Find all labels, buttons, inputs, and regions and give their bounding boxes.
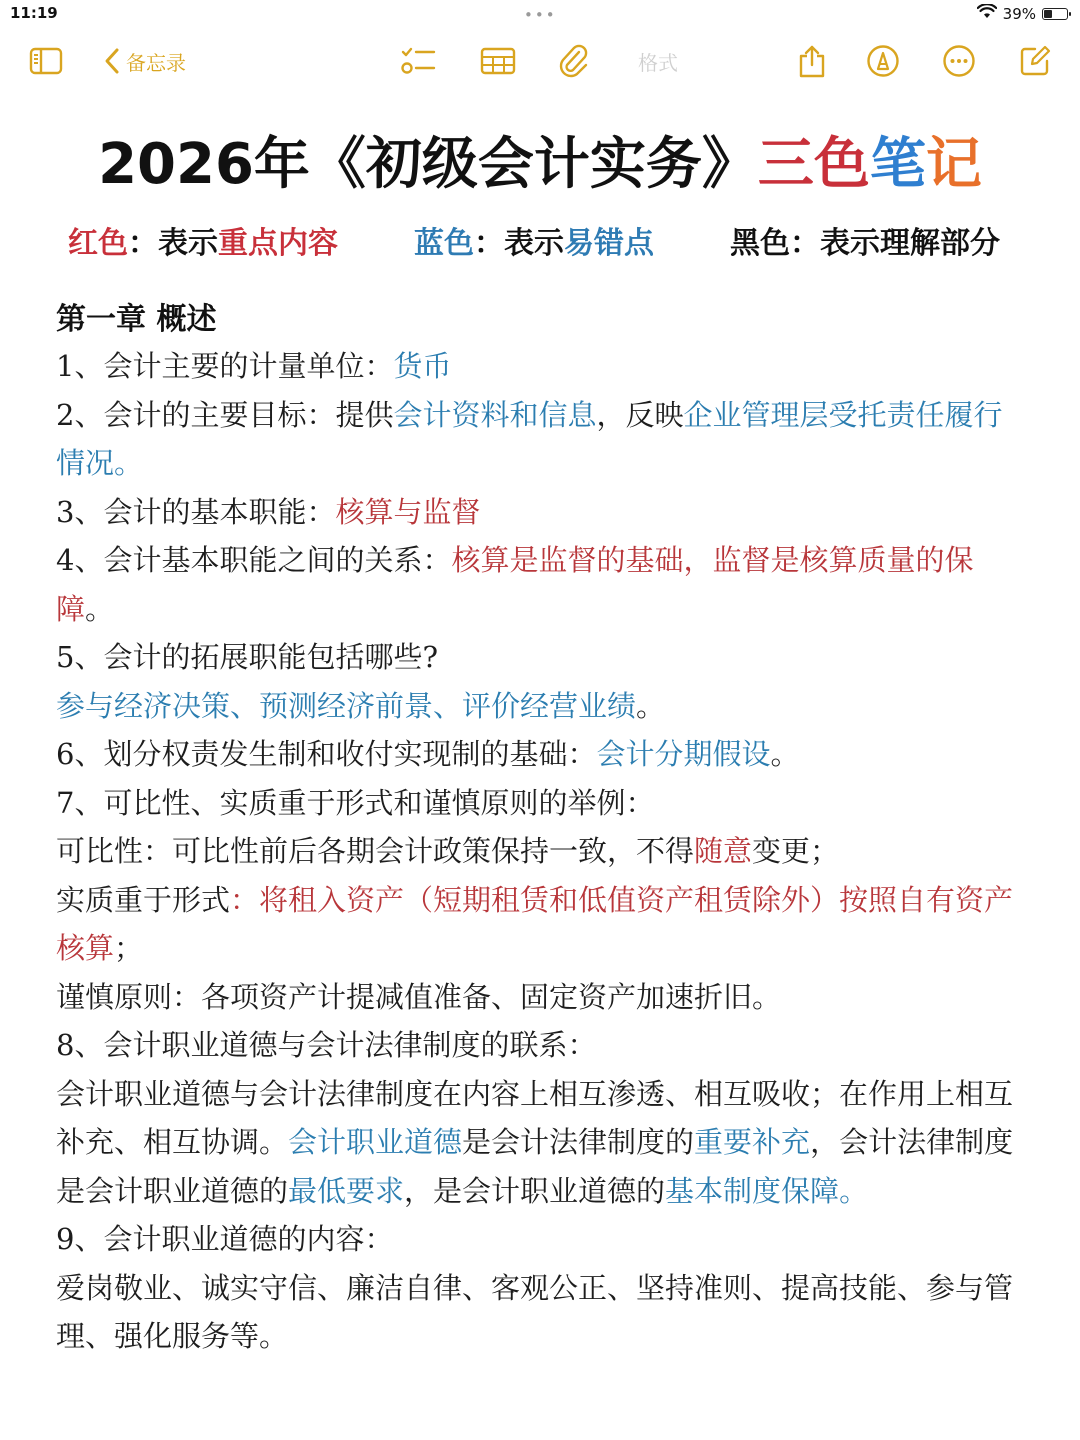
item-1 bbox=[56, 342, 1024, 391]
item-6 bbox=[56, 730, 1024, 779]
item-4-text: 4、会计基本职能之间的关系： bbox=[56, 543, 452, 577]
item-5-blue: 参与经济决策、预测经济前景、评价经营业绩 bbox=[56, 688, 637, 723]
checklist-icon bbox=[400, 45, 436, 77]
item-2 bbox=[56, 391, 1024, 488]
table-button[interactable] bbox=[478, 40, 518, 82]
item-8-text-4: ，是会计职业道德的 bbox=[404, 1173, 666, 1208]
more-icon bbox=[942, 44, 976, 78]
legend-black bbox=[730, 218, 1000, 262]
item-6-text: 6、划分权责发生制和收付实现制的基础： bbox=[56, 737, 597, 771]
share-icon bbox=[797, 44, 827, 78]
item-5-question: 5、会计的拓展职能包括哪些? bbox=[56, 640, 438, 674]
sidebar-icon bbox=[29, 47, 63, 75]
item-7-comparability-text: 可比性：可比性前后各期会计政策保持一致，不得 bbox=[56, 834, 695, 868]
status-time: 11:19 bbox=[10, 4, 58, 22]
item-7-prudence: 谨慎原则：各项资产计提减值准备、固定资产加速折旧。 bbox=[56, 979, 782, 1014]
item-7-comparability bbox=[56, 827, 1024, 876]
item-7-comparability-end: 变更； bbox=[752, 834, 840, 868]
item-3-red: 核算与监督 bbox=[335, 494, 481, 529]
item-1-blue: 货币 bbox=[393, 349, 452, 383]
share-button[interactable] bbox=[796, 40, 828, 82]
markup-button[interactable] bbox=[866, 40, 900, 82]
chevron-left-icon bbox=[104, 47, 120, 75]
item-2-blue-2: 企业管理层受托责任履行情况 bbox=[56, 397, 1003, 480]
legend-black-name: 黑色 bbox=[730, 226, 790, 261]
compose-icon bbox=[1019, 45, 1051, 77]
item-3-text: 3、会计的基本职能： bbox=[56, 494, 336, 529]
item-4-end: 。 bbox=[85, 591, 115, 626]
item-4 bbox=[56, 536, 1024, 633]
battery-icon bbox=[1042, 8, 1068, 20]
item-7-question: 7、可比性、实质重于形式和谨慎原则的举例： bbox=[56, 785, 655, 820]
title-main: 2026年《初级会计实务》 bbox=[98, 132, 758, 197]
more-options-button[interactable] bbox=[942, 40, 976, 82]
wifi-icon bbox=[977, 4, 997, 23]
back-button[interactable] bbox=[104, 40, 214, 82]
legend-blue bbox=[414, 218, 654, 262]
item-4-red: 核算是监督的基础，监督是核算质量的保障 bbox=[56, 543, 974, 626]
status-bar bbox=[0, 0, 1080, 30]
battery-fill bbox=[1044, 10, 1052, 18]
item-2-end: 。 bbox=[114, 446, 144, 480]
item-8-text-2: 是会计法律制度的 bbox=[462, 1125, 695, 1159]
paperclip-icon bbox=[558, 44, 590, 78]
legend-red-name: 红色 bbox=[68, 226, 128, 261]
item-9-answer: 爱岗敬业、诚实守信、廉洁自律、客观公正、坚持准则、提高技能、参与管理、强化服务等。 bbox=[56, 1270, 1014, 1353]
note-body bbox=[56, 342, 1024, 1361]
item-7-substance-red: ：将租入资产（短期租赁和低值资产租赁除外）按照自有资产核算 bbox=[56, 882, 1014, 965]
checklist-button[interactable] bbox=[398, 40, 438, 82]
note-title bbox=[0, 120, 1080, 200]
item-3 bbox=[56, 488, 1024, 537]
item-8-blue-2: 重要补充 bbox=[694, 1125, 811, 1159]
multitasking-dots[interactable]: ••• bbox=[524, 6, 557, 24]
item-8-blue-4: 基本制度保障 bbox=[665, 1173, 840, 1208]
format-button[interactable] bbox=[630, 40, 686, 82]
title-word-blue: 笔 bbox=[869, 132, 926, 197]
item-8-end: 。 bbox=[839, 1173, 869, 1208]
item-8-blue-1: 会计职业道德 bbox=[288, 1125, 463, 1159]
attachment-button[interactable] bbox=[556, 40, 592, 82]
item-5-answer bbox=[56, 682, 1024, 731]
item-7-comparability-red: 随意 bbox=[694, 834, 753, 868]
status-right bbox=[977, 4, 1068, 23]
compose-button[interactable] bbox=[1018, 40, 1052, 82]
item-8-question: 8、会计职业道德与会计法律制度的联系： bbox=[56, 1028, 597, 1062]
legend-red bbox=[68, 218, 338, 262]
legend-blue-highlight: 易错点 bbox=[564, 226, 654, 261]
legend-blue-name: 蓝色 bbox=[414, 226, 474, 261]
item-8-text-1: 会计职业道德与会计法律制度在内容上相互渗透、相互吸收；在作用上相互补充、相互协调。 bbox=[56, 1076, 1014, 1159]
legend-red-highlight: 重点内容 bbox=[218, 226, 338, 261]
chapter-heading: 第一章 概述 bbox=[56, 302, 217, 337]
item-1-text: 1、会计主要的计量单位： bbox=[56, 349, 394, 383]
back-label: 备忘录 bbox=[126, 50, 186, 75]
item-6-blue: 会计分期假设 bbox=[596, 737, 771, 771]
item-2-text-2: ，反映 bbox=[596, 397, 684, 432]
item-7-substance-label: 实质重于形式 bbox=[56, 882, 231, 917]
item-7-substance bbox=[56, 876, 1024, 973]
format-label: 格式 bbox=[638, 50, 678, 75]
item-8-text-3: ，会计法律制度是会计职业道德的 bbox=[56, 1125, 1014, 1208]
legend-blue-prefix: ：表示 bbox=[474, 226, 564, 261]
item-6-end: 。 bbox=[770, 737, 800, 771]
legend-red-prefix: ：表示 bbox=[128, 226, 218, 261]
item-2-blue-1: 会计资料和信息 bbox=[393, 397, 597, 432]
battery-percent: 39% bbox=[1002, 4, 1036, 23]
table-icon bbox=[480, 47, 516, 75]
item-5-end: 。 bbox=[636, 688, 666, 723]
item-8-answer bbox=[56, 1070, 1024, 1216]
item-2-text: 2、会计的主要目标：提供 bbox=[56, 397, 394, 432]
item-7-substance-end: ； bbox=[114, 931, 144, 965]
item-8-blue-3: 最低要求 bbox=[288, 1173, 405, 1208]
item-9-question: 9、会计职业道德的内容： bbox=[56, 1222, 394, 1256]
title-word-red: 三色 bbox=[757, 132, 870, 197]
markup-pen-icon bbox=[866, 44, 900, 78]
title-word-orange: 记 bbox=[925, 132, 982, 197]
sidebar-toggle-button[interactable] bbox=[28, 40, 64, 82]
legend-black-text: ：表示理解部分 bbox=[790, 226, 1000, 261]
notes-toolbar bbox=[0, 36, 1080, 86]
